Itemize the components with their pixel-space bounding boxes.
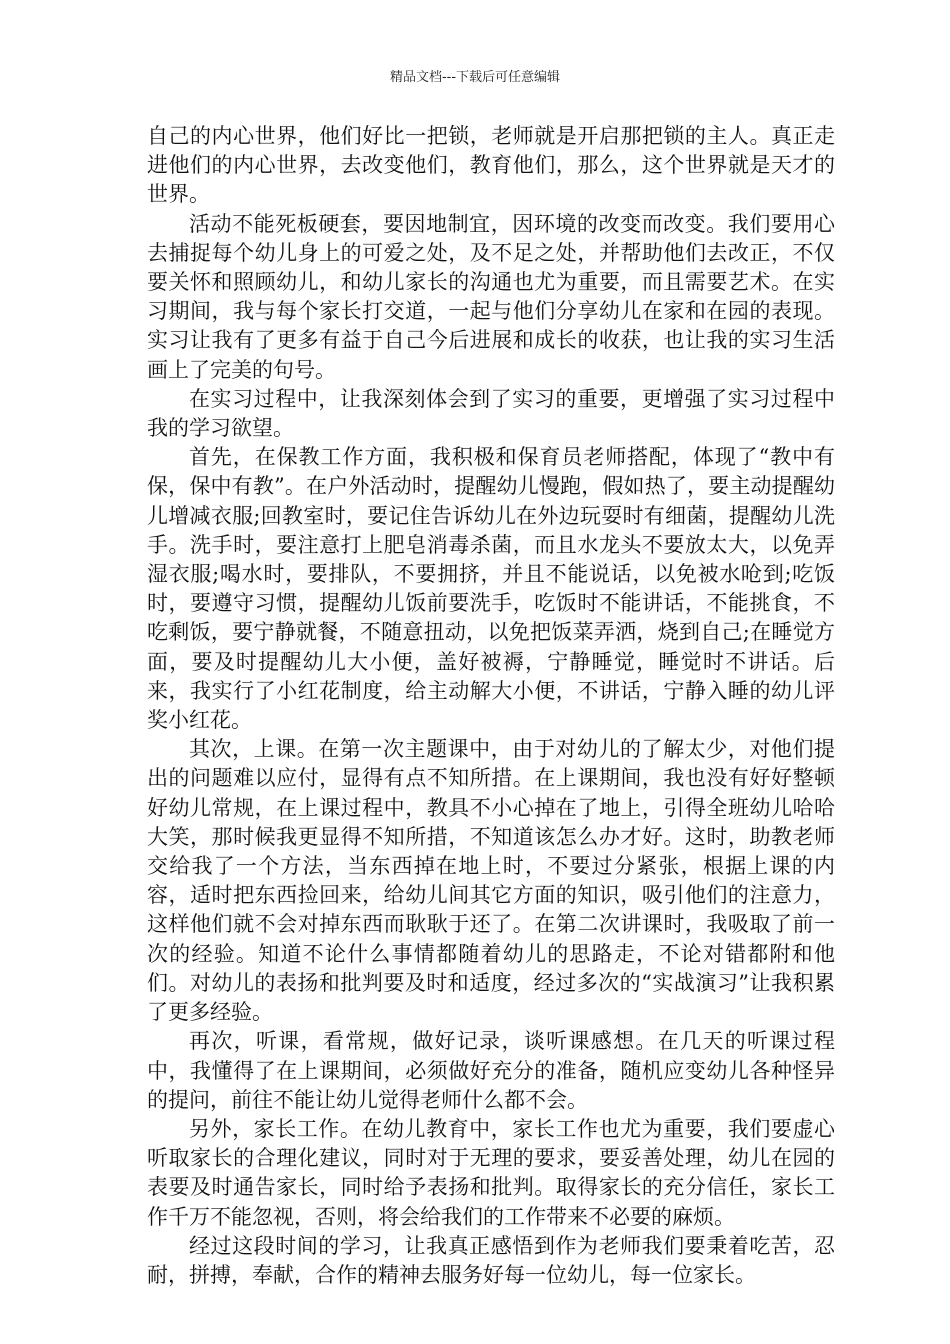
- paragraph: 另外，家长工作。在幼儿教育中，家长工作也尤为重要，我们要虚心听取家长的合理化建议，同时对于无理的要求，要妥善处理，幼儿在园的表要及时通告家长，同时给予表扬和批判。取得家长的充分信任，家长工作千万不能忽视，否则，将会给我们的工作带来不必要的麻烦。: [147, 1116, 835, 1229]
- paragraph: 其次，上课。在第一次主题课中，由于对幼儿的了解太少，对他们提出的问题难以应付，显得有点不知所措。在上课期间，我也没有好好整顿好幼儿常规，在上课过程中，教具不小心掉在了地上，引得全班幼儿哈哈大笑，那时候我更显得不知所措，不知道该怎么办才好。这时，助教老师交给我了一个方法，当东西掉在地上时，不要过分紧张，根据上课的内容，适时把东西捡回来，给幼儿间其它方面的知识，吸引他们的注意力，这样他们就不会对掉东西而耿耿于还了。在第二次讲课时，我吸取了前一次的经验。知道不论什么事情都随着幼儿的思路走，不论对错都附和他们。对幼儿的表扬和批判要及时和适度，经过多次的“实战演习”让我积累了更多经验。: [147, 737, 835, 1025]
- page-header: 精品文档---下载后可任意编辑: [389, 70, 561, 85]
- document-body: [147, 122, 835, 1290]
- paragraph-continued: 自己的内心世界，他们好比一把锁，老师就是开启那把锁的主人。真正走进他们的内心世界，去改变他们，教育他们，那么，这个世界就是天才的世界。: [147, 124, 835, 207]
- paragraph: 首先，在保教工作方面，我积极和保育员老师搭配，体现了“教中有保，保中有教”。在户外活动时，提醒幼儿慢跑，假如热了，要主动提醒幼儿增减衣服;回教室时，要记住告诉幼儿在外边玩耍时有细菌，提醒幼儿洗手。洗手时，要注意打上肥皂消毒杀菌，而且水龙头不要放太大，以免弄湿衣服;喝水时，要排队，不要拥挤，并且不能说话，以免被水呛到;吃饭时，要遵守习惯，提醒幼儿饭前要洗手，吃饭时不能讲话，不能挑食，不吃剩饭，要宁静就餐，不随意扭动，以免把饭菜弄洒，烧到自己;在睡觉方面，要及时提醒幼儿大小便，盖好被褥，宁静睡觉，睡觉时不讲话。后来，我实行了小红花制度，给主动解大小便，不讲话，宁静入睡的幼儿评奖小红花。: [147, 445, 835, 733]
- paragraph: 活动不能死板硬套，要因地制宜，因环境的改变而改变。我们要用心去捕捉每个幼儿身上的可爱之处，及不足之处，并帮助他们去改正，不仅要关怀和照顾幼儿，和幼儿家长的沟通也尤为重要，而且需要艺术。在实习期间，我与每个家长打交道，一起与他们分享幼儿在家和在园的表现。实习让我有了更多有益于自己今后进展和成长的收获，也让我的实习生活画上了完美的句号。: [147, 211, 835, 382]
- paragraph: 经过这段时间的学习，让我真正感悟到作为老师我们要秉着吃苦，忍耐，拼搏，奉献，合作的精神去服务好每一位幼儿，每一位家长。: [147, 1233, 835, 1287]
- paragraph: 在实习过程中，让我深刻体会到了实习的重要，更增强了实习过程中我的学习欲望。: [147, 386, 835, 441]
- paragraph: 再次，听课，看常规，做好记录，谈听课感想。在几天的听课过程中，我懂得了在上课期间，必须做好充分的准备，随机应变幼儿各种怪异的提问，前往不能让幼儿觉得老师什么都不会。: [147, 1029, 835, 1112]
